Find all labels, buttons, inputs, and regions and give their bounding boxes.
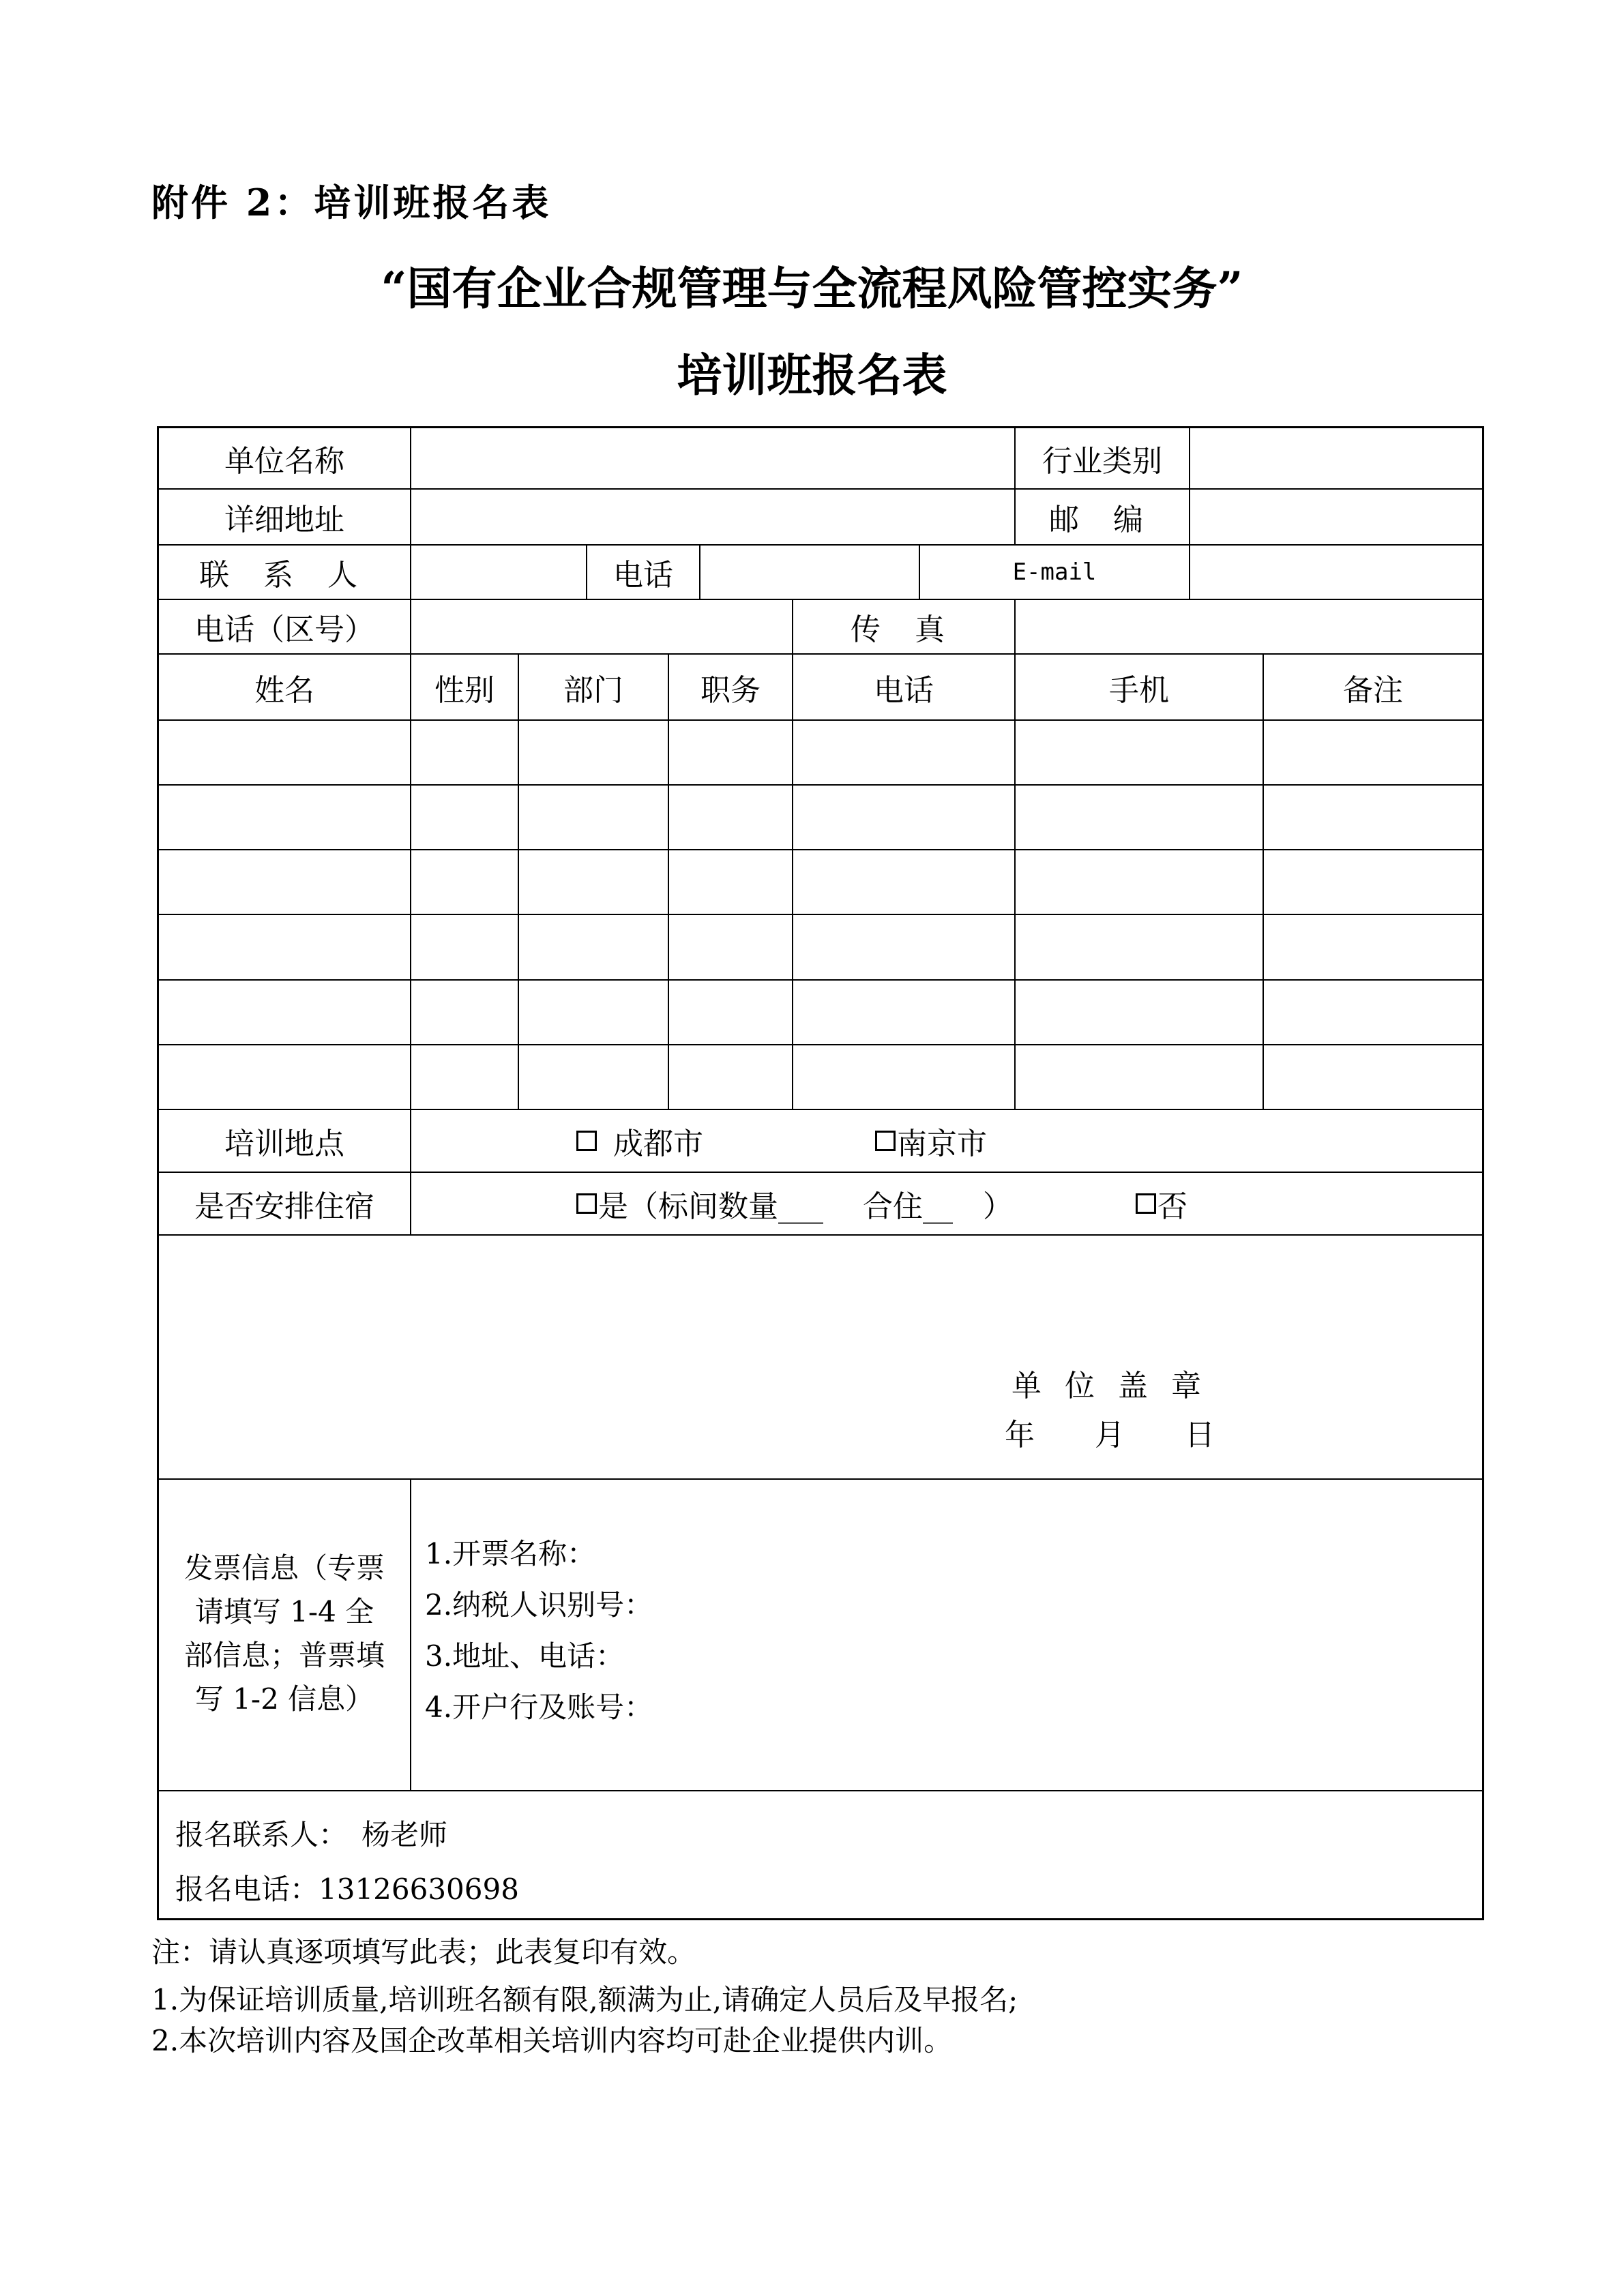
invoice-field-name[interactable]: 1.开票名称： [425, 1537, 596, 1570]
invoice-field-bank[interactable]: 4.开户行及账号： [425, 1690, 653, 1724]
checkbox-icon[interactable] [875, 1131, 896, 1151]
attendee-row[interactable] [159, 981, 1482, 1044]
area-phone-field[interactable] [411, 600, 792, 653]
area-phone-label: 电话（区号） [194, 612, 374, 647]
registration-form [157, 426, 1484, 1920]
postcode-label: 邮 编 [1049, 503, 1155, 537]
unit-name-label: 单位名称 [224, 444, 344, 479]
invoice-label-line: 发票信息（专票 [183, 1551, 385, 1585]
industry-label: 行业类别 [1042, 444, 1162, 479]
invoice-label [160, 1547, 409, 1721]
attendee-row[interactable] [159, 786, 1482, 849]
checkbox-icon[interactable] [576, 1131, 597, 1151]
address-field[interactable] [411, 490, 1014, 544]
email-label: E-mail [1012, 558, 1097, 586]
training-location-label: 培训地点 [224, 1127, 344, 1161]
registration-phone: 报名电话：13126630698 [175, 1873, 519, 1906]
note-line: 1.为保证培训质量,培训班名额有限,额满为止,请确定人员后及早报名; [151, 1983, 1018, 2016]
contact-person-label: 联 系 人 [199, 558, 370, 593]
phone-field[interactable] [700, 546, 919, 599]
unit-name-field[interactable] [411, 428, 1014, 488]
attendee-row[interactable] [159, 915, 1482, 979]
attendee-row[interactable] [159, 721, 1482, 784]
invoice-label-line: 写 1-2 信息） [194, 1682, 374, 1716]
accommodation-yes-option[interactable] [576, 1173, 1054, 1234]
invoice-field-address[interactable]: 3.地址、电话： [425, 1639, 625, 1673]
email-field[interactable] [1190, 546, 1482, 599]
header-gender: 性别 [434, 672, 494, 708]
industry-field[interactable] [1190, 428, 1482, 488]
postcode-field[interactable] [1190, 490, 1482, 544]
location-option-chengdu[interactable] [576, 1110, 781, 1172]
accommodation-yes-label: 是（标间数量___ 合住__ ） [598, 1189, 1013, 1224]
note-line: 2.本次培训内容及国企改革相关培训内容均可赴企业提供内训。 [151, 2024, 953, 2057]
invoice-label-line: 请填写 1-4 全 [194, 1595, 374, 1628]
location-option-nanjing[interactable] [875, 1110, 1080, 1172]
date-label: 年 月 日 [1005, 1418, 1222, 1452]
header-phone: 电话 [874, 672, 934, 708]
location-chengdu-label: 成都市 [613, 1127, 703, 1161]
attendee-row[interactable] [159, 1045, 1482, 1109]
phone-label: 电话 [613, 558, 673, 593]
attachment-title: 附件 2：培训班报名表 [151, 181, 552, 224]
invoice-field-taxid[interactable]: 2.纳税人识别号： [425, 1588, 653, 1622]
address-label: 详细地址 [224, 503, 344, 537]
checkbox-icon[interactable] [576, 1193, 597, 1214]
note-line: 注：请认真逐项填写此表；此表复印有效。 [151, 1935, 696, 1969]
invoice-label-line: 部信息；普票填 [183, 1639, 385, 1672]
contact-person-field[interactable] [411, 546, 586, 599]
header-remark: 备注 [1343, 672, 1403, 708]
fax-field[interactable] [1016, 600, 1482, 653]
checkbox-icon[interactable] [1136, 1193, 1156, 1214]
accommodation-label: 是否安排住宿 [194, 1189, 374, 1224]
header-mobile: 手机 [1109, 672, 1169, 708]
fax-label: 传 真 [851, 612, 957, 647]
location-nanjing-label: 南京市 [897, 1127, 987, 1161]
header-department: 部门 [563, 672, 623, 708]
header-name: 姓名 [254, 672, 314, 708]
attendee-row[interactable] [159, 850, 1482, 914]
header-position: 职务 [700, 672, 761, 708]
accommodation-no-label: 否 [1157, 1189, 1187, 1224]
course-title: “国有企业合规管理与全流程风险管控实务” [381, 262, 1243, 315]
registration-contact: 报名联系人： 杨老师 [175, 1818, 448, 1851]
accommodation-no-option[interactable] [1136, 1173, 1272, 1234]
seal-label: 单 位 盖 章 [1012, 1369, 1208, 1403]
form-title: 培训班报名表 [677, 348, 947, 402]
